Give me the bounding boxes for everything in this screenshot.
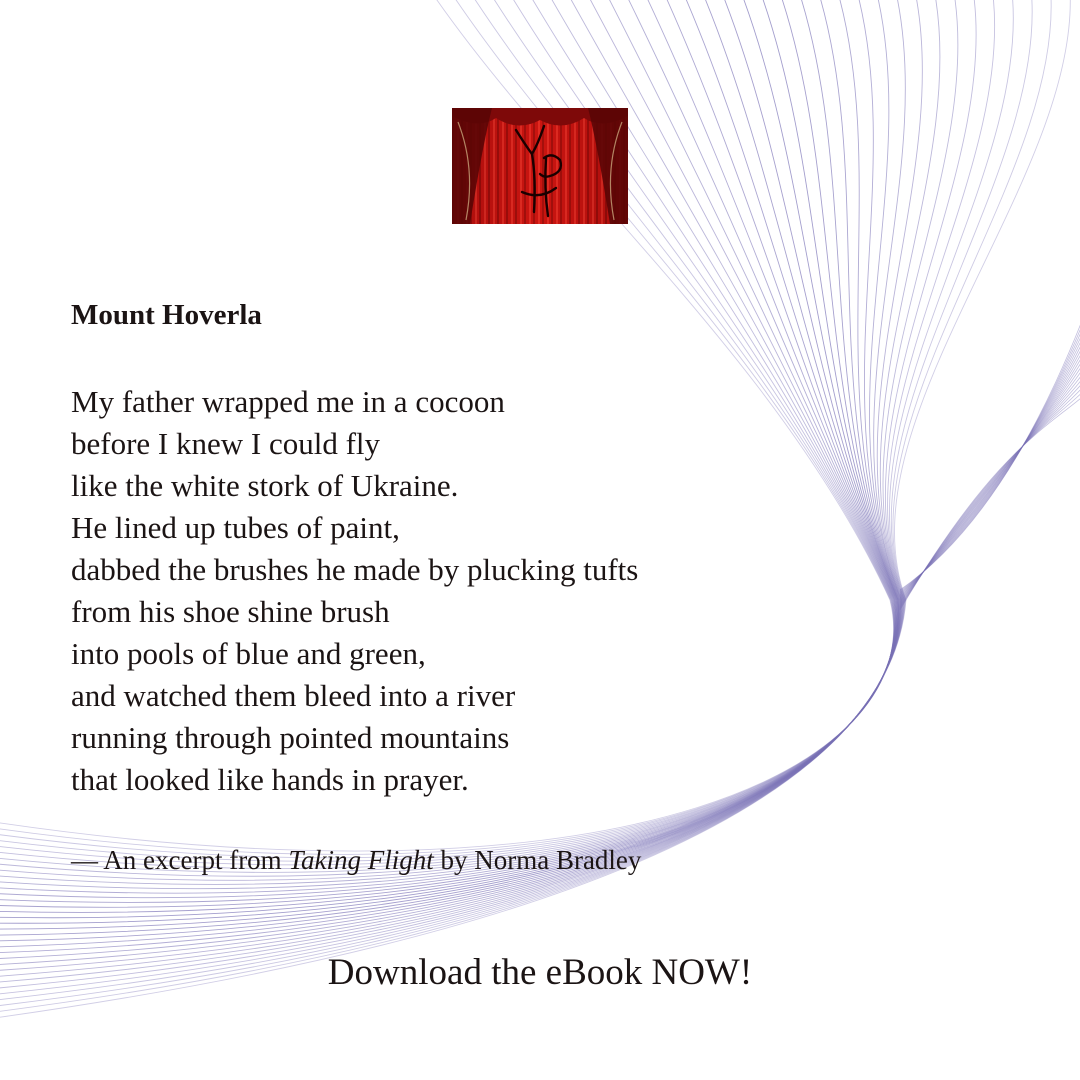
poem-line: like the white stork of Ukraine. bbox=[71, 468, 459, 503]
download-ebook-label: Download the eBook NOW! bbox=[327, 952, 753, 993]
poem-line: He lined up tubes of paint, bbox=[71, 510, 400, 545]
wave-line bbox=[900, 348, 1080, 601]
poem-line: that looked like hands in prayer. bbox=[71, 762, 469, 797]
attribution-prefix: — An excerpt from bbox=[71, 845, 289, 875]
wave-line bbox=[900, 342, 1080, 599]
poem-title: Mount Hoverla bbox=[71, 299, 262, 331]
wave-line bbox=[900, 332, 1080, 597]
poem-line: from his shoe shine brush bbox=[71, 594, 390, 629]
wave-line bbox=[900, 327, 1080, 596]
poem-line: My father wrapped me in a cocoon bbox=[71, 384, 505, 419]
poem-line: into pools of blue and green, bbox=[71, 636, 426, 671]
wave-line bbox=[900, 337, 1080, 598]
wave-line bbox=[900, 300, 1080, 590]
poem-line: dabbed the brushes he made by plucking tufts bbox=[71, 552, 639, 587]
publisher-logo bbox=[452, 108, 628, 224]
poem-line: running through pointed mountains bbox=[71, 720, 510, 755]
poem-body bbox=[71, 381, 638, 801]
wave-line bbox=[900, 390, 1080, 610]
poem-line: before I knew I could fly bbox=[71, 426, 381, 461]
download-ebook-link[interactable] bbox=[0, 950, 1080, 996]
attribution-author: by Norma Bradley bbox=[433, 845, 642, 875]
book-title: Taking Flight bbox=[288, 845, 434, 875]
wave-line bbox=[900, 321, 1080, 595]
wave-line bbox=[900, 305, 1080, 591]
wave-line bbox=[900, 316, 1080, 594]
attribution bbox=[71, 842, 641, 878]
poem-line: and watched them bleed into a river bbox=[71, 678, 516, 713]
wave-line bbox=[900, 311, 1080, 593]
